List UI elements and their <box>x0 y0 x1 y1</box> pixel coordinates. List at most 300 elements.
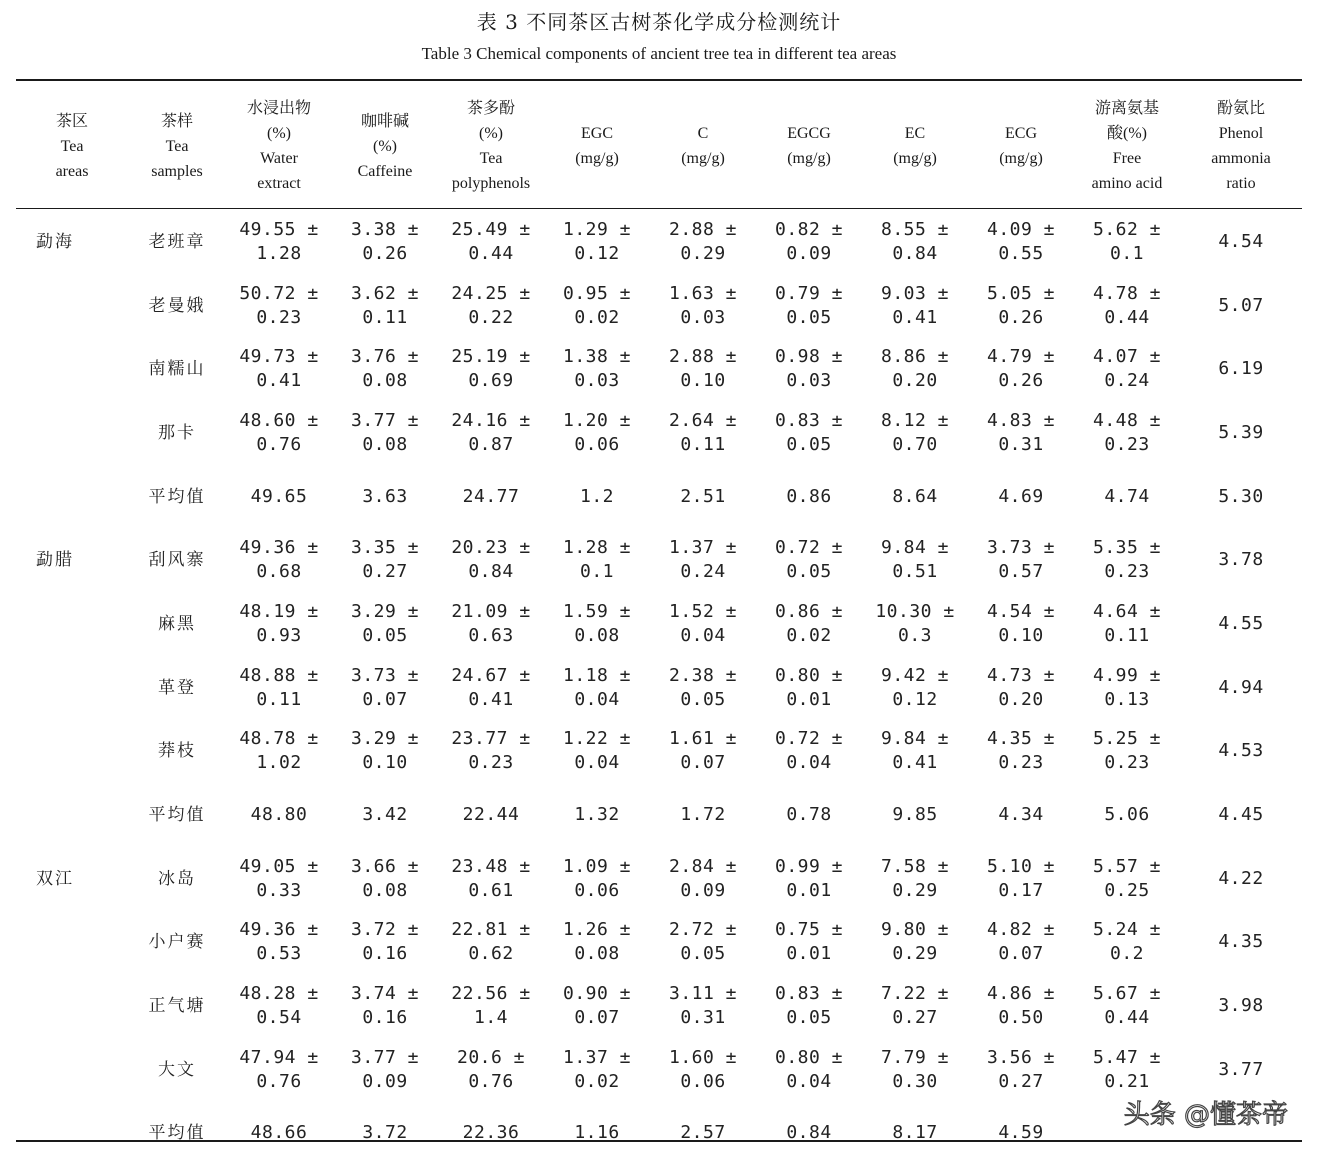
value-line: 0.31 <box>998 433 1044 455</box>
value-line: 22.44 <box>462 804 520 826</box>
value-line: 0.23 <box>1104 752 1150 774</box>
value-line: 0.22 <box>468 306 514 328</box>
value-line: 25.19 ± <box>451 346 531 368</box>
value-line: 22.36 <box>462 1122 520 1144</box>
value-cell <box>332 282 438 330</box>
value-line: 0.05 <box>786 433 832 455</box>
value-line: 0.27 <box>892 1007 938 1029</box>
value-line: 0.06 <box>680 1070 726 1092</box>
value-cell <box>1074 664 1180 712</box>
value-cell <box>544 218 650 266</box>
table-body <box>16 210 1302 1144</box>
value-line: 0.75 ± <box>774 919 844 941</box>
value-cell <box>1180 357 1302 381</box>
value-line: 0.07 <box>680 752 726 774</box>
value-line: 0.04 <box>786 1070 832 1092</box>
table-caption-en: Table 3 Chemical components of ancient tree tea in different tea areas <box>421 44 897 63</box>
value-cell <box>438 409 544 457</box>
value-cell <box>650 664 756 712</box>
value-line: 8.64 <box>892 485 938 507</box>
value-cell <box>756 1046 862 1094</box>
value-line: 48.28 ± <box>239 983 319 1005</box>
value-cell <box>226 409 332 457</box>
value-line: 0.11 <box>1104 624 1150 646</box>
value-line: 5.07 <box>1218 294 1264 316</box>
value-cell <box>332 918 438 966</box>
value-line: 1.20 ± <box>562 409 632 431</box>
value-line: 24.77 <box>462 485 520 507</box>
value-line: 48.80 <box>250 804 308 826</box>
value-line: 0.3 <box>897 624 932 646</box>
value-cell <box>968 409 1074 457</box>
top-rule <box>16 79 1302 81</box>
value-line: 0.03 <box>574 370 620 392</box>
value-cell <box>1180 994 1302 1018</box>
value-line: 48.78 ± <box>239 728 319 750</box>
tea-sample-cell: 平均值 <box>148 805 206 826</box>
value-line: 21.09 ± <box>451 600 531 622</box>
value-line: 0.31 <box>680 1007 726 1029</box>
tea-sample-cell: 刮风寨 <box>148 550 206 571</box>
value-line: 0.69 <box>468 370 514 392</box>
value-line: 0.86 ± <box>774 600 844 622</box>
value-cell <box>438 1121 544 1145</box>
value-line: 24.25 ± <box>451 282 531 304</box>
value-line: 0.01 <box>786 688 832 710</box>
value-cell <box>332 536 438 584</box>
value-line: 3.56 ± <box>986 1046 1056 1068</box>
tea-sample-cell: 大文 <box>158 1059 196 1080</box>
value-line: 0.11 <box>680 433 726 455</box>
table-row <box>16 1038 1302 1102</box>
table-row <box>16 847 1302 911</box>
value-line: 0.98 ± <box>774 346 844 368</box>
value-line: 48.66 <box>250 1122 308 1144</box>
value-line: 0.95 ± <box>562 282 632 304</box>
value-cell <box>968 803 1074 827</box>
value-line: 0.08 <box>362 370 408 392</box>
value-cell <box>544 982 650 1030</box>
value-line: 0.07 <box>362 688 408 710</box>
table-row <box>16 911 1302 975</box>
value-line: 0.70 <box>892 433 938 455</box>
value-cell <box>862 982 968 1030</box>
value-cell <box>1180 676 1302 700</box>
value-line: 0.11 <box>362 306 408 328</box>
value-line: 3.35 ± <box>350 537 420 559</box>
column-header-line: amino acid <box>1091 175 1163 192</box>
value-cell <box>968 918 1074 966</box>
value-cell <box>1180 230 1302 254</box>
value-line: 22.56 ± <box>451 983 531 1005</box>
table-caption-cn: 表 3 不同茶区古树茶化学成分检测统计 <box>476 10 842 34</box>
value-line: 4.55 <box>1218 612 1264 634</box>
value-cell <box>968 855 1074 903</box>
value-cell <box>1180 548 1302 572</box>
value-line: 0.08 <box>362 879 408 901</box>
column-header <box>862 121 968 171</box>
value-line: 0.05 <box>362 624 408 646</box>
value-line: 0.03 <box>680 306 726 328</box>
value-cell <box>650 803 756 827</box>
value-cell <box>862 600 968 648</box>
value-cell <box>226 727 332 775</box>
value-line: 0.78 <box>786 804 832 826</box>
value-line: 0.04 <box>786 752 832 774</box>
value-line: 1.52 ± <box>668 600 738 622</box>
value-line: 3.38 ± <box>350 218 420 240</box>
value-line: 1.09 ± <box>562 855 632 877</box>
table-row <box>16 465 1302 529</box>
value-line: 0.1 <box>1109 242 1144 264</box>
value-line: 1.32 <box>574 804 620 826</box>
value-line: 0.51 <box>892 561 938 583</box>
value-cell <box>226 982 332 1030</box>
value-line: 0.20 <box>998 688 1044 710</box>
value-line: 3.78 <box>1218 549 1264 571</box>
value-cell <box>438 485 544 509</box>
column-header <box>756 121 862 171</box>
value-line: 2.57 <box>680 1122 726 1144</box>
value-line: 3.42 <box>362 804 408 826</box>
value-line: 0.05 <box>786 306 832 328</box>
value-line: 7.79 ± <box>880 1046 950 1068</box>
value-line: 20.6 ± <box>456 1046 526 1068</box>
value-line: 4.54 <box>1218 230 1264 252</box>
value-line: 0.27 <box>998 1070 1044 1092</box>
column-header-line: (mg/g) <box>893 150 937 167</box>
value-cell <box>650 1121 756 1145</box>
value-line: 1.28 <box>256 242 302 264</box>
value-cell <box>544 282 650 330</box>
value-line: 4.99 ± <box>1092 664 1162 686</box>
value-line: 0.06 <box>574 433 620 455</box>
value-line: 5.47 ± <box>1092 1046 1162 1068</box>
value-line: 3.63 <box>362 485 408 507</box>
value-cell <box>756 218 862 266</box>
value-cell <box>756 600 862 648</box>
value-line: 0.01 <box>786 943 832 965</box>
table-row <box>16 401 1302 465</box>
value-cell <box>650 218 756 266</box>
value-line: 3.77 ± <box>350 409 420 431</box>
value-cell <box>438 600 544 648</box>
value-cell <box>544 409 650 457</box>
value-line: 1.63 ± <box>668 282 738 304</box>
value-line: 4.59 <box>998 1122 1044 1144</box>
value-cell <box>1180 421 1302 445</box>
value-line: 48.88 ± <box>239 664 319 686</box>
column-header <box>650 121 756 171</box>
value-line: 4.78 ± <box>1092 282 1162 304</box>
column-header-line: ammonia <box>1211 150 1271 167</box>
value-cell <box>862 485 968 509</box>
column-header <box>128 109 226 184</box>
tea-sample-cell: 老班章 <box>148 231 206 252</box>
value-cell <box>862 536 968 584</box>
value-line: 4.09 ± <box>986 218 1056 240</box>
value-line: 0.44 <box>468 242 514 264</box>
table-header <box>16 92 1302 200</box>
value-cell <box>226 855 332 903</box>
value-line: 9.84 ± <box>880 728 950 750</box>
value-line: 3.62 ± <box>350 282 420 304</box>
value-line: 5.57 ± <box>1092 855 1162 877</box>
value-line: 0.01 <box>786 879 832 901</box>
table-row <box>16 337 1302 401</box>
value-line: 0.20 <box>892 370 938 392</box>
value-cell <box>332 664 438 712</box>
value-line: 0.04 <box>574 688 620 710</box>
value-line: 9.42 ± <box>880 664 950 686</box>
value-line: 0.86 <box>786 485 832 507</box>
table-row <box>16 274 1302 338</box>
value-line: 0.05 <box>680 688 726 710</box>
value-line: 6.19 <box>1218 358 1264 380</box>
value-cell <box>968 536 1074 584</box>
value-line: 0.29 <box>892 879 938 901</box>
value-line: 0.41 <box>892 306 938 328</box>
value-cell <box>438 664 544 712</box>
value-line: 49.36 ± <box>239 537 319 559</box>
column-header-line: (mg/g) <box>575 150 619 167</box>
value-line: 0.06 <box>574 879 620 901</box>
column-header-line: (%) <box>373 137 397 155</box>
value-line: 8.55 ± <box>880 218 950 240</box>
value-cell <box>544 1121 650 1145</box>
value-line: 0.80 ± <box>774 1046 844 1068</box>
value-cell <box>968 485 1074 509</box>
value-line: 9.80 ± <box>880 919 950 941</box>
value-line: 3.29 ± <box>350 728 420 750</box>
value-line: 0.23 <box>1104 433 1150 455</box>
value-line: 0.83 ± <box>774 983 844 1005</box>
table-row <box>16 974 1302 1038</box>
value-line: 0.02 <box>574 1070 620 1092</box>
column-header-line: 茶多酚 <box>466 100 515 117</box>
value-line: 3.72 <box>362 1122 408 1144</box>
value-cell <box>226 600 332 648</box>
value-line: 8.86 ± <box>880 346 950 368</box>
value-line: 4.53 <box>1218 740 1264 762</box>
value-cell <box>968 982 1074 1030</box>
value-cell <box>650 1046 756 1094</box>
value-line: 1.37 ± <box>562 1046 632 1068</box>
column-header-line: extract <box>257 175 301 192</box>
value-cell <box>438 803 544 827</box>
value-line: 0.53 <box>256 943 302 965</box>
column-header-line: polyphenols <box>451 175 531 192</box>
value-line: 0.57 <box>998 561 1044 583</box>
value-line: 0.84 <box>892 242 938 264</box>
value-line: 0.03 <box>786 370 832 392</box>
value-cell <box>756 803 862 827</box>
value-line: 1.37 ± <box>668 537 738 559</box>
value-line: 4.34 <box>998 804 1044 826</box>
value-line: 0.44 <box>1104 1007 1150 1029</box>
value-line: 0.25 <box>1104 879 1150 901</box>
value-line: 4.79 ± <box>986 346 1056 368</box>
value-line: 5.25 ± <box>1092 728 1162 750</box>
value-line: 3.73 ± <box>986 537 1056 559</box>
value-cell <box>332 218 438 266</box>
column-header-line: ECG <box>1005 125 1037 142</box>
tea-sample-cell: 平均值 <box>148 1123 206 1144</box>
value-line: 0.61 <box>468 879 514 901</box>
value-line: 0.72 ± <box>774 728 844 750</box>
value-line: 4.73 ± <box>986 664 1056 686</box>
value-line: 4.54 ± <box>986 600 1056 622</box>
column-header <box>544 121 650 171</box>
value-line: 8.17 <box>892 1122 938 1144</box>
value-cell <box>968 1046 1074 1094</box>
value-cell <box>332 485 438 509</box>
value-line: 0.26 <box>998 306 1044 328</box>
value-cell <box>650 345 756 393</box>
value-cell <box>756 1121 862 1145</box>
value-line: 0.23 <box>256 306 302 328</box>
value-line: 2.64 ± <box>668 409 738 431</box>
value-cell <box>756 664 862 712</box>
value-cell <box>756 409 862 457</box>
column-header-line: Tea <box>60 137 84 155</box>
value-line: 47.94 ± <box>239 1046 319 1068</box>
value-line: 0.2 <box>1109 943 1144 965</box>
column-header <box>16 109 128 184</box>
value-line: 0.41 <box>256 370 302 392</box>
value-cell <box>756 485 862 509</box>
value-cell <box>332 345 438 393</box>
value-cell <box>650 600 756 648</box>
value-line: 5.06 <box>1104 804 1150 826</box>
tea-sample-cell: 冰岛 <box>158 868 196 889</box>
value-cell <box>756 855 862 903</box>
value-line: 0.76 <box>256 433 302 455</box>
value-line: 0.17 <box>998 879 1044 901</box>
value-line: 0.80 ± <box>774 664 844 686</box>
value-line: 49.05 ± <box>239 855 319 877</box>
value-cell <box>1074 600 1180 648</box>
value-cell <box>968 282 1074 330</box>
value-cell <box>1180 739 1302 763</box>
column-header-line: Tea <box>479 150 503 167</box>
value-line: 1.2 <box>579 485 614 507</box>
value-line: 2.88 ± <box>668 218 738 240</box>
value-line: 0.82 ± <box>774 218 844 240</box>
value-cell <box>1180 867 1302 891</box>
tea-sample-cell: 老曼娥 <box>148 295 206 316</box>
value-line: 0.05 <box>786 1007 832 1029</box>
tea-area-cell: 勐海 <box>36 231 74 252</box>
table-row <box>16 592 1302 656</box>
value-line: 0.27 <box>362 561 408 583</box>
value-line: 0.62 <box>468 943 514 965</box>
value-cell <box>756 982 862 1030</box>
value-line: 9.85 <box>892 804 938 826</box>
value-cell <box>968 345 1074 393</box>
value-cell <box>862 218 968 266</box>
value-cell <box>1074 1046 1180 1094</box>
value-line: 4.07 ± <box>1092 346 1162 368</box>
value-line: 1.16 <box>574 1122 620 1144</box>
value-line: 0.23 <box>468 752 514 774</box>
column-header-line: Free <box>1112 150 1142 167</box>
value-cell <box>862 855 968 903</box>
column-header <box>968 121 1074 171</box>
value-cell <box>1074 982 1180 1030</box>
value-line: 0.04 <box>574 752 620 774</box>
value-line: 0.1 <box>579 561 614 583</box>
value-line: 0.26 <box>362 242 408 264</box>
value-line: 0.54 <box>256 1007 302 1029</box>
column-header-line: Tea <box>165 137 189 155</box>
column-header-line: 酚氨比 <box>1216 100 1265 117</box>
value-line: 9.03 ± <box>880 282 950 304</box>
value-cell <box>862 918 968 966</box>
value-cell <box>1074 855 1180 903</box>
value-line: 0.24 <box>1104 370 1150 392</box>
value-line: 49.36 ± <box>239 919 319 941</box>
value-line: 0.87 <box>468 433 514 455</box>
column-header-line: areas <box>55 162 89 180</box>
value-line: 25.49 ± <box>451 218 531 240</box>
column-header-line: 游离氨基 <box>1094 100 1159 117</box>
column-header <box>1074 96 1180 196</box>
value-cell <box>756 727 862 775</box>
value-line: 1.72 <box>680 804 726 826</box>
value-line: 0.08 <box>574 943 620 965</box>
value-cell <box>968 664 1074 712</box>
value-line: 1.26 ± <box>562 919 632 941</box>
column-header-line: ratio <box>1226 175 1256 192</box>
table-row <box>16 528 1302 592</box>
value-line: 0.41 <box>892 752 938 774</box>
value-line: 23.48 ± <box>451 855 531 877</box>
value-line: 3.73 ± <box>350 664 420 686</box>
value-cell <box>1074 218 1180 266</box>
value-line: 1.22 ± <box>562 728 632 750</box>
value-line: 0.09 <box>680 879 726 901</box>
tea-sample-cell: 莽枝 <box>158 741 196 762</box>
value-line: 0.05 <box>680 943 726 965</box>
value-cell <box>968 600 1074 648</box>
column-header-line: (%) <box>267 125 291 142</box>
value-line: 9.84 ± <box>880 537 950 559</box>
value-line: 0.02 <box>786 624 832 646</box>
value-cell <box>438 536 544 584</box>
value-line: 3.77 ± <box>350 1046 420 1068</box>
column-header-line: 茶样 <box>160 112 193 130</box>
value-cell <box>862 1121 968 1145</box>
value-cell <box>332 600 438 648</box>
tea-area-cell: 勐腊 <box>36 550 74 571</box>
header-rule <box>16 208 1302 209</box>
value-cell <box>756 345 862 393</box>
value-cell <box>544 600 650 648</box>
value-line: 0.50 <box>998 1007 1044 1029</box>
value-line: 23.77 ± <box>451 728 531 750</box>
column-header <box>226 96 332 196</box>
value-cell <box>544 855 650 903</box>
value-line: 0.23 <box>1104 561 1150 583</box>
value-line: 0.76 <box>468 1070 514 1092</box>
value-line: 0.76 <box>256 1070 302 1092</box>
value-cell <box>226 485 332 509</box>
value-cell <box>544 664 650 712</box>
value-line: 0.11 <box>256 688 302 710</box>
value-line: 5.67 ± <box>1092 983 1162 1005</box>
value-cell <box>544 485 650 509</box>
